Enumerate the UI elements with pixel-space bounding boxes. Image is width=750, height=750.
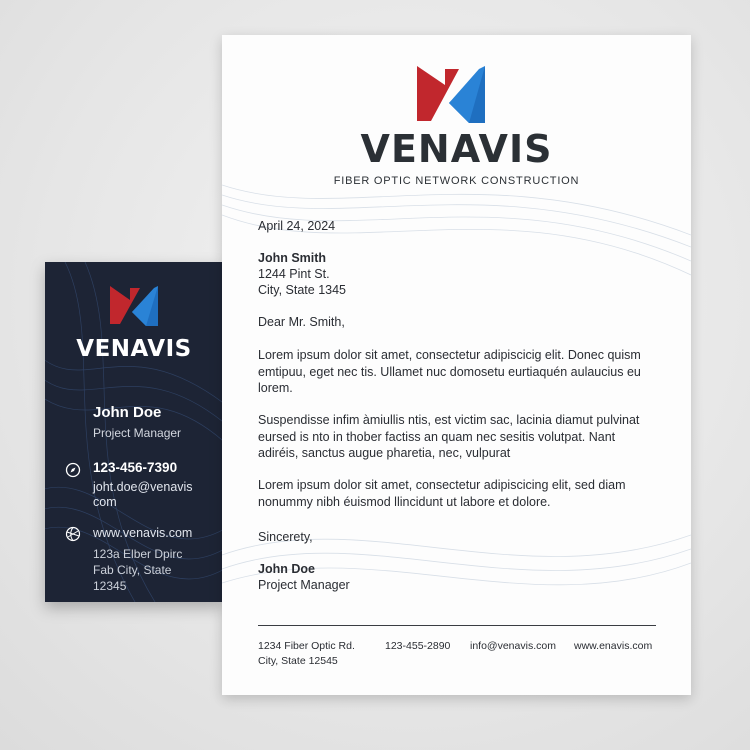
letterhead-page [222,35,691,695]
footer-address-line2: City, State 12545 [258,655,338,667]
card-address-line3: 12345 [93,579,127,593]
compass-icon [65,462,81,478]
venavis-logo-icon [110,284,158,328]
card-person-name: John Doe [93,404,162,421]
body-paragraph-1: Lorem ipsum dolor sit amet, consectetur adipiscicig elit. Donec quism emtipuu, eget nec tis. Ullamet nuc domosetu eurtiaquén aulaucius eu lorem. [258,348,641,395]
card-phone: 123-456-7390 [93,460,178,475]
footer-divider [258,625,656,626]
globe-icon [65,526,81,542]
card-address-line1: 123a Elber Dpirc [93,547,183,561]
signer-name: John Doe [258,562,315,576]
letter-brand-name: VENAVIS [360,127,553,171]
business-card [45,262,223,602]
footer-phone: 123-455-2890 [385,640,451,652]
footer-website: www.enavis.com [574,640,653,652]
recipient-name: John Smith [258,251,327,265]
footer-email: info@venavis.com [470,640,556,652]
card-brand-name: VENAVIS [76,336,192,362]
recipient-address-line1: 1244 Pint St. [258,267,330,281]
card-email: joht.doe@venavis com [93,480,193,509]
card-website: www.venavis.com [93,526,193,540]
letter-date: April 24, 2024 [258,219,336,233]
card-address [93,546,182,594]
signer-title: Project Manager [258,578,350,592]
body-paragraph-3: Lorem ipsum dolor sit amet, consectetur adipiscicing elit, sed diam nonummy nibh éuismod llincidunt ut labore et dolore. [258,478,626,509]
card-person-title: Project Manager [93,426,182,440]
closing: Sincerety, [258,530,313,544]
card-address-line2: Fab City, State [93,563,172,577]
letter-tagline: FIBER OPTIC NETWORK CONSTRUCTION [333,175,580,187]
venavis-logo-icon [417,63,485,125]
recipient-address-line2: City, State 1345 [258,283,347,297]
footer-address-line1: 1234 Fiber Optic Rd. [258,640,355,652]
salutation: Dear Mr. Smith, [258,315,345,329]
body-paragraph-2: Suspendisse infim àmiullis ntis, est victim sac, lacinia diamut pulvinat eursed is nto in thober factiss an quam nec sesitis volutpat. Nant adiréis, sanctus augue pharetia, nec, vulpurat [258,413,640,460]
footer-address [258,639,355,669]
